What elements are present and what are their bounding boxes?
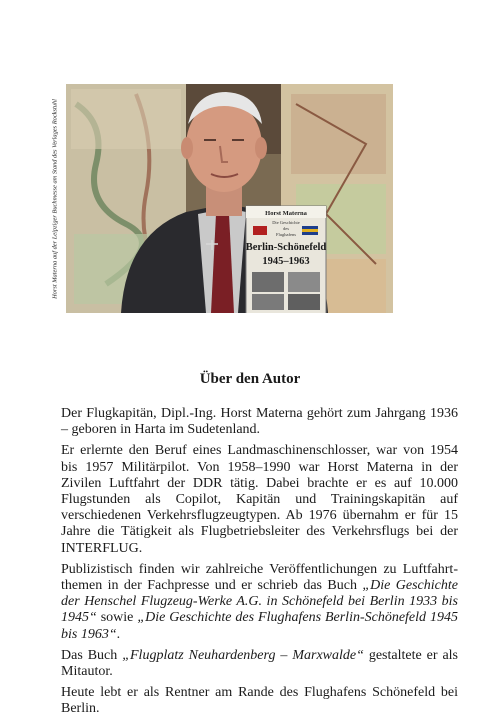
book-subtitle-2: des xyxy=(283,226,289,231)
photo-caption-text: Horst Materna auf der Leipziger Buchmesse am Stand des Verlages Rockstuhl xyxy=(51,99,59,299)
book-title: Berlin-Schönefeld xyxy=(245,242,327,253)
book-subtitle-1: Die Geschichte xyxy=(272,220,300,225)
book-title-schoenefeld: „Die Geschichte des Flughafens Berlin-Schönefeld 1945 bis 1963“ xyxy=(61,610,458,642)
book-subtitle-3: Flughafens xyxy=(276,232,296,237)
book-years: 1945–1963 xyxy=(262,256,310,267)
book-title-neuhardenberg: „Flugplatz Neuhardenberg – Marxwalde“ xyxy=(122,647,364,663)
bio-paragraph-4 xyxy=(61,648,458,680)
bio-paragraph-5: Heute lebt er als Rentner am Rande des Flughafens Schönefeld bei Berlin. xyxy=(61,685,458,717)
bio-p4-text-c: gestaltete er als Mitautor. xyxy=(61,647,459,680)
book-author: Horst Materna xyxy=(265,210,307,217)
photo-caption xyxy=(48,84,62,314)
bio-paragraph-3 xyxy=(61,562,458,643)
section-heading: Über den Autor xyxy=(199,371,301,387)
bio-p3-text-e: . xyxy=(116,626,121,642)
bio-p3-text-a: Publizistisch finden wir zahlreiche Veröffentlichungen zu Luftfahrtthemen in der Fachpresse und er schrieb das Buch xyxy=(61,561,458,594)
bio-p3-text-c: sowie xyxy=(96,610,138,626)
author-bio xyxy=(61,406,458,723)
bio-paragraph-1: Der Flugkapitän, Dipl.-Ing. Horst Materna gehört zum Jahrgang 1936 – geboren in Harta im Sudetenland. xyxy=(61,406,458,438)
bio-paragraph-2: Er erlernte den Beruf eines Landmaschinenschlosser, war von 1954 bis 1957 Militärpilot. Von 1958–1990 war Horst Materna in der Zivilen Luftfahrt der DDR tätig. Dabei brachte er es auf 10.000 Flugstunden als Copilot, Kapitän und Trainingskapitän auf verschiedenen Verkehrsflugzeugtypen. Ab 1976 übernahm er für 15 Jahre die Tätigkeit als Flugbetriebsleiter des Verkehrsflugs bei der INTERFLUG. xyxy=(61,443,458,556)
bio-p4-text-a: Das Buch xyxy=(61,647,123,663)
author-photo xyxy=(66,84,393,313)
book-title-henschel: „Die Geschichte der Henschel Flugzeug-Werke A.G. in Schönefeld bei Berlin 1933 bis 1945“ xyxy=(61,578,458,626)
